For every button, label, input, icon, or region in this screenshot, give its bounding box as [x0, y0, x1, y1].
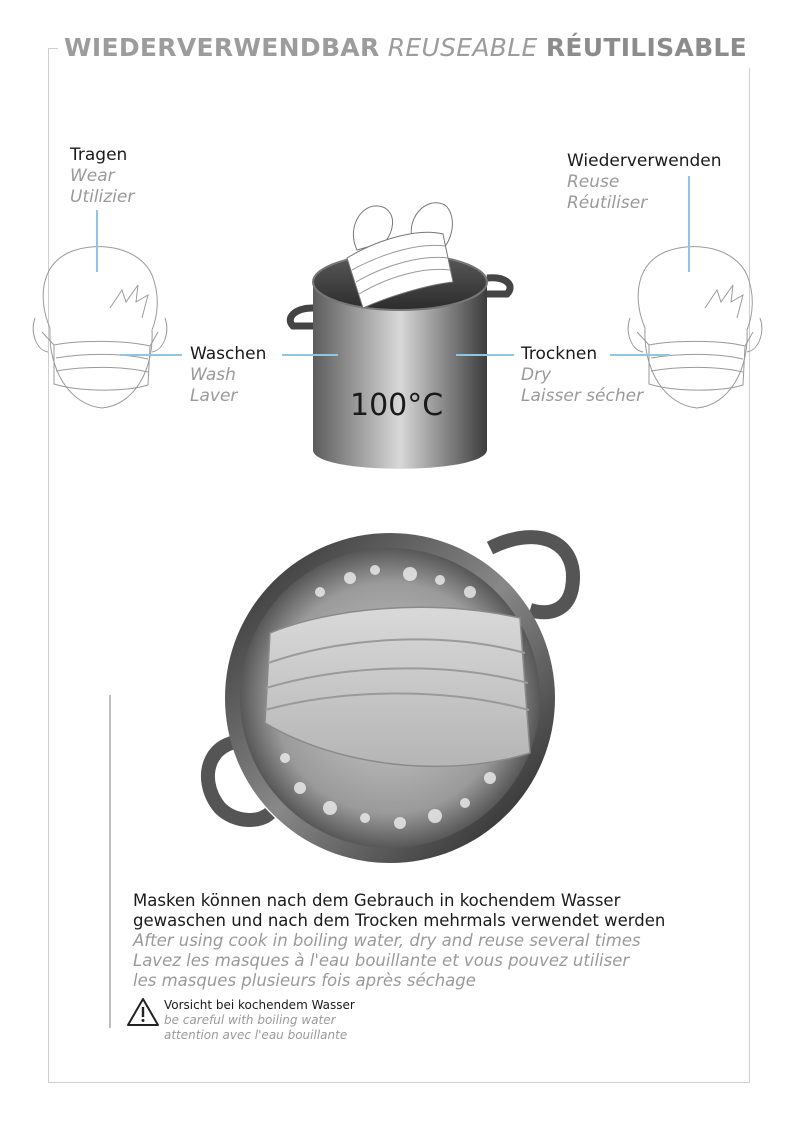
step-reuse: [567, 151, 722, 214]
cooking-pot-icon: [285, 190, 515, 490]
step-wear-en: Wear: [70, 166, 115, 186]
warning-de: Vorsicht bei kochendem Wasser: [164, 998, 355, 1012]
step-wash-de: Waschen: [190, 344, 267, 364]
step-reuse-de: Wiederverwenden: [567, 151, 722, 171]
leader-line-dry-left: [456, 354, 514, 356]
warning-fr: attention avec l'eau bouillante: [164, 1028, 348, 1042]
step-wear-fr: Utilizier: [70, 187, 135, 207]
step-dry-fr: Laisser sécher: [521, 386, 644, 406]
title-english: REUSEABLE: [387, 33, 538, 62]
page-title: [58, 28, 753, 68]
temperature-label: 100°C: [350, 388, 444, 423]
step-wash-en: Wash: [190, 365, 236, 385]
step-wear-de: Tragen: [70, 145, 128, 165]
step-wash-fr: Laver: [190, 386, 238, 406]
leader-line-wash-right: [282, 354, 338, 356]
step-wear: [70, 145, 134, 208]
boiling-pot-photo: [200, 518, 600, 868]
step-dry-en: Dry: [521, 365, 552, 385]
instructions-block: [133, 891, 733, 991]
step-wash: [190, 344, 266, 407]
instructions-en: After using cook in boiling water, dry and reuse several times: [133, 931, 641, 950]
step-reuse-en: Reuse: [567, 172, 620, 192]
divider-line: [109, 695, 111, 1028]
instructions-de-line2: gewaschen und nach dem Trocken mehrmals verwendet werden: [133, 911, 666, 930]
warning-text: [164, 998, 355, 1043]
instructions-fr-line1: Lavez les masques à l'eau bouillante et vous pouvez utiliser: [133, 951, 630, 970]
warning-en: be careful with boiling water: [164, 1013, 336, 1027]
leader-line-wash-left: [120, 354, 182, 356]
warning-triangle-icon: [126, 997, 160, 1027]
step-reuse-fr: Réutiliser: [567, 193, 648, 213]
title-german: WIEDERVERWENDBAR: [64, 33, 380, 62]
title-french: RÉUTILISABLE: [545, 33, 748, 62]
step-dry-de: Trocknen: [521, 344, 598, 364]
head-with-mask-left-icon: [30, 240, 170, 410]
instructions-de-line1: Masken können nach dem Gebrauch in kochendem Wasser: [133, 891, 621, 910]
instructions-fr-line2: les masques plusieurs fois après séchage: [133, 971, 476, 990]
step-dry: [521, 344, 643, 407]
leader-line-wear: [96, 210, 98, 272]
head-with-mask-right-icon: [625, 240, 765, 410]
